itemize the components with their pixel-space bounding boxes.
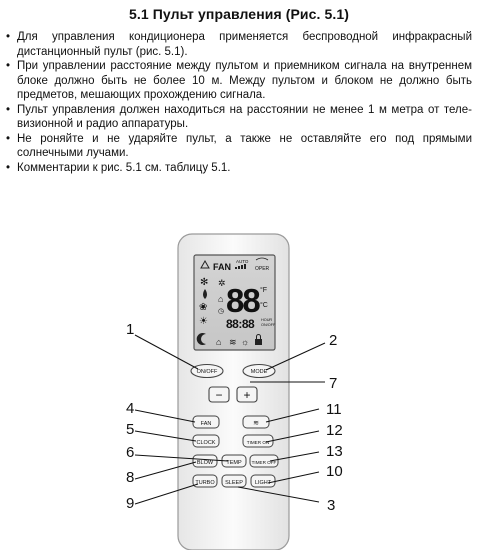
callout-11: 11	[326, 401, 342, 418]
lcd-onoff-label: ON/OFF	[261, 323, 276, 327]
list-item-text: Комментарии к рис. 5.1 см. таблицу 5.1.	[17, 161, 231, 174]
mode-button[interactable]	[243, 365, 275, 378]
timer-on-button-label: TIMER ON	[246, 440, 270, 445]
blow-button-label: BLOW	[196, 460, 214, 466]
light-button[interactable]	[251, 475, 275, 487]
blow-button[interactable]	[193, 455, 217, 467]
callout-7: 7	[329, 375, 338, 392]
lcd-oper-label: OPER	[255, 266, 270, 272]
cool-mode-icon: ✻	[200, 277, 209, 288]
on-off-button[interactable]	[191, 365, 223, 378]
lcd-timer-digits: 88:88	[226, 317, 255, 331]
plus-button[interactable]	[237, 387, 257, 402]
temp-sense-icon: ⌂	[218, 294, 224, 304]
callout-13: 13	[326, 443, 343, 460]
swing-button-label: ≋	[253, 420, 259, 427]
bullet-marker: •	[6, 31, 11, 43]
turbo-button[interactable]	[193, 475, 217, 487]
turbo-button-label: TURBO	[195, 480, 215, 486]
list-item-text: Не роняйте и не ударяйте пульт, а также не оставляйте его под прямыми солнечными лучами.	[17, 132, 472, 159]
light-button-label: LIGHT	[254, 480, 272, 486]
swing-vane-icon: ≋	[229, 337, 237, 347]
bullet-marker: •	[6, 132, 11, 145]
callout-8: 8	[126, 469, 135, 486]
fan-mode-icon: ❀	[199, 302, 208, 313]
callout-3: 3	[327, 497, 336, 514]
timer-off-button[interactable]	[250, 455, 278, 467]
callout-5: 5	[126, 421, 135, 438]
lock-icon	[255, 339, 262, 345]
swing-icon: ✲	[218, 278, 226, 288]
clock-icon: ◷	[218, 308, 225, 315]
bullet-marker: •	[6, 103, 11, 116]
callout-2: 2	[329, 332, 338, 349]
list-item-text: При управлении расстояние между пультом и приемником сигнала на внутреннем блоке должно быть не более 10 м. Между пультом и блоком не должно быть предметов, мешающих прохождению сигнала.	[17, 60, 472, 101]
clock-button[interactable]	[193, 435, 219, 447]
sleep-button[interactable]	[222, 475, 246, 487]
callout-12: 12	[326, 422, 343, 439]
lcd-fan-label: FAN	[213, 262, 231, 272]
clock-button-label: CLOCK	[196, 440, 216, 446]
list-item-text: Для управления кондиционера применяется беспроводной инфракрасный дистанционный пульт (рис. 5.1).	[17, 31, 472, 58]
lcd-display	[194, 255, 276, 350]
list-item-text: Пульт управления должен находиться на расстоянии не менее 1 м метра от теле-визионной и радио аппаратуры.	[17, 103, 472, 130]
fan-button-label: FAN	[200, 421, 212, 427]
house-icon: ⌂	[216, 337, 222, 347]
on-off-button-label: ON/OFF	[196, 369, 218, 375]
bullet-marker: •	[6, 60, 11, 72]
callout-4: 4	[126, 400, 135, 417]
heat-mode-icon: ☀	[199, 316, 208, 327]
callout-9: 9	[126, 495, 135, 512]
light-icon: ☼	[241, 337, 250, 347]
section-title: 5.1 Пульт управления (Рис. 5.1)	[128, 6, 350, 22]
plus-button-label: +	[243, 388, 251, 402]
callout-10: 10	[326, 463, 343, 480]
lcd-unit-c: °C	[260, 302, 268, 309]
minus-button-label: −	[215, 388, 223, 402]
minus-button[interactable]	[209, 387, 229, 402]
fan-button[interactable]	[193, 416, 219, 428]
lcd-temperature-digits: 88	[226, 282, 259, 319]
lcd-hour-label: HOUR	[261, 318, 273, 322]
lcd-unit-f: °F	[260, 287, 268, 294]
swing-button[interactable]	[243, 416, 269, 428]
callout-1: 1	[126, 321, 135, 338]
mode-button-label: MODE	[250, 369, 268, 375]
temp-button-label: TEMP	[226, 460, 242, 466]
timer-off-button-label: TIMER OFF	[251, 460, 277, 465]
sleep-button-label: SLEEP	[225, 480, 243, 486]
bullet-marker: •	[6, 161, 11, 174]
callout-6: 6	[126, 444, 135, 461]
lcd-auto-label: AUTO	[236, 259, 249, 264]
